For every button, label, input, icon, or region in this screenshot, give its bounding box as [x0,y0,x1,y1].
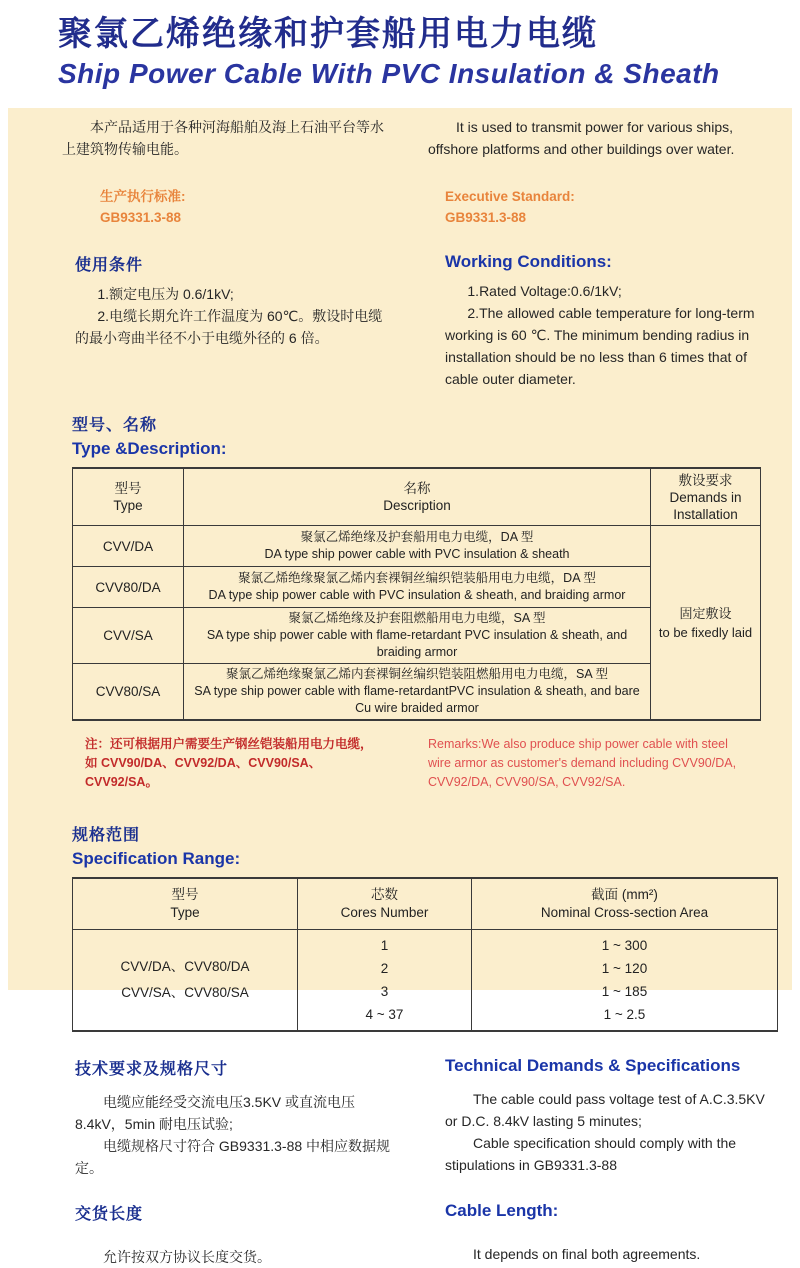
col-demand-en: Demands in Installation [669,489,742,522]
cores-value: 2 [380,961,389,976]
col-area-en: Nominal Cross-section Area [540,905,709,920]
desc-zh: 聚氯乙烯绝缘及护套阻燃船用电力电缆，SA 型 [288,611,546,625]
condition-item-en: 1.Rated Voltage:0.6/1kV; [467,283,622,299]
description-cell [184,664,651,721]
description-cell [184,567,651,608]
standard-value-zh: GB9331.3-88 [100,210,182,225]
col-type-en: Type [170,905,200,920]
demand-en: to be fixedly laid [658,624,753,640]
header-cell-area [472,878,778,930]
note-en: Remarks:We also produce ship power cable with steel wire armor as customer's demand including CVV90/DA, CVV92/DA, CVV90/SA, CVV92/SA. [428,737,737,789]
header-cell-demands [651,468,761,526]
type-heading-en: Type &Description: [72,439,227,458]
type-heading-zh: 型号、名称 [72,417,158,434]
condition-item-zh: 2.电缆长期允许工作温度为 60℃。敷设时电缆的最小弯曲半径不小于电缆外径的 6 倍。 [75,308,383,346]
desc-en: SA type ship power cable with flame-retardant PVC insulation & sheath, and braiding armor [206,628,628,659]
col-desc-en: Description [383,498,451,513]
desc-zh: 聚氯乙烯绝缘聚氯乙烯内套裸铜丝编织铠装船用电力电缆，DA 型 [238,571,596,585]
desc-en: SA type ship power cable with flame-retardantPVC insulation & sheath, and bare Cu wire braided armor [194,684,640,715]
note-zh: 注：还可根据用户需要生产钢丝铠装船用电力电缆，如 CVV90/DA、CVV92/DA、CVV90/SA、CVV92/SA。 [85,737,373,789]
spec-area-cell [472,930,778,1032]
spec-type-line: CVV/DA、CVV80/DA [120,959,250,974]
intro-paragraph-en: It is used to transmit power for various ships, offshore platforms and other buildings over water. [428,119,735,157]
header-cell-type [73,468,184,526]
type-code-cell: CVV80/SA [73,664,184,721]
col-type-zh: 型号 [171,887,199,902]
length-heading-en: Cable Length: [445,1201,559,1220]
intro-section [8,116,792,160]
length-heading-zh: 交货长度 [75,1206,144,1223]
table-row [73,526,761,567]
spec-section-heading [8,822,792,869]
desc-en: DA type ship power cable with PVC insulation & sheath, and braiding armor [208,588,626,602]
standard-label-zh: 生产执行标准: [100,189,186,204]
length-text-zh: 允许按双方协议长度交货。 [103,1249,271,1265]
type-code-cell: CVV/DA [73,526,184,567]
col-area-zh: 截面 (mm²) [591,887,658,902]
length-text-en: It depends on final both agreements. [473,1246,701,1262]
tech-heading-en: Technical Demands & Specifications [445,1056,741,1075]
col-cores-en: Cores Number [340,905,429,920]
area-value: 1 ~ 300 [601,938,648,953]
col-type-en: Type [113,498,143,513]
desc-zh: 聚氯乙烯绝缘聚氯乙烯内套裸铜丝编织铠装阻燃船用电力电缆，SA 型 [226,667,608,681]
header-cell-type [73,878,298,930]
specification-table [72,877,778,1032]
standard-label-en: Executive Standard: [445,189,575,204]
title-band [0,0,800,92]
condition-item-en: 2.The allowed cable temperature for long-term working is 60 ℃. The minimum bending radius in installation should be no less than 6 times that of cable outer diameter. [445,305,755,387]
standard-value-en: GB9331.3-88 [445,210,527,225]
spec-type-line: CVV/SA、CVV80/SA [121,985,249,1000]
page-title-en: Ship Power Cable With PVC Insulation & Sheath [58,58,720,89]
col-type-zh: 型号 [114,481,142,496]
col-demand-zh: 敷设要求 [678,472,733,488]
description-cell [184,526,651,567]
spec-type-cell [73,930,298,1032]
area-value: 1 ~ 2.5 [603,1007,646,1022]
tech-para-zh: 电缆规格尺寸符合 GB9331.3-88 中相应数据规定。 [75,1138,391,1176]
page-title-zh: 聚氯乙烯绝缘和护套船用电力电缆 [58,15,598,53]
intro-paragraph-zh: 本产品适用于各种河海船舶及海上石油平台等水上建筑物传输电能。 [62,119,384,157]
table-header-row [73,878,778,930]
working-conditions-heading-zh: 使用条件 [75,257,144,274]
header-cell-cores [298,878,472,930]
type-section-heading [8,412,792,459]
table-body-row [73,930,778,1032]
area-value: 1 ~ 185 [601,984,648,999]
tech-para-en: The cable could pass voltage test of A.C.3.5KV or D.C. 8.4kV lasting 5 minutes; [445,1091,765,1129]
standard-section [8,186,792,228]
col-desc-zh: 名称 [403,481,431,496]
length-section [8,1201,792,1268]
type-code-cell: CVV80/DA [73,567,184,608]
col-cores-zh: 芯数 [371,887,398,902]
description-cell [184,608,651,664]
area-value: 1 ~ 120 [601,961,648,976]
tech-heading-zh: 技术要求及规格尺寸 [75,1061,229,1078]
tech-para-en: Cable specification should comply with the stipulations in GB9331.3-88 [445,1135,737,1173]
cores-value: 4 ~ 37 [365,1007,404,1022]
desc-en: DA type ship power cable with PVC insulation & sheath [264,547,570,561]
demands-cell [651,526,761,721]
desc-zh: 聚氯乙烯绝缘及护套船用电力电缆，DA 型 [300,530,534,544]
working-conditions-heading-en: Working Conditions: [445,252,612,271]
header-cell-description [184,468,651,526]
working-conditions-section [8,252,792,390]
spec-heading-en: Specification Range: [72,849,241,868]
demand-zh: 固定敷设 [679,605,732,621]
spec-heading-zh: 规格范围 [72,827,141,844]
cores-value: 1 [380,938,389,953]
condition-item-zh: 1.额定电压为 0.6/1kV; [97,286,234,302]
tech-para-zh: 电缆应能经受交流电压3.5KV 或直流电压8.4kV，5min 耐电压试验; [75,1094,356,1132]
type-code-cell: CVV/SA [73,608,184,664]
content-area [8,108,792,1265]
technical-section [8,1056,792,1179]
cores-value: 3 [380,984,389,999]
type-description-table [72,467,761,721]
notes-section [8,735,792,792]
spec-cores-cell [298,930,472,1032]
table-header-row [73,468,761,526]
